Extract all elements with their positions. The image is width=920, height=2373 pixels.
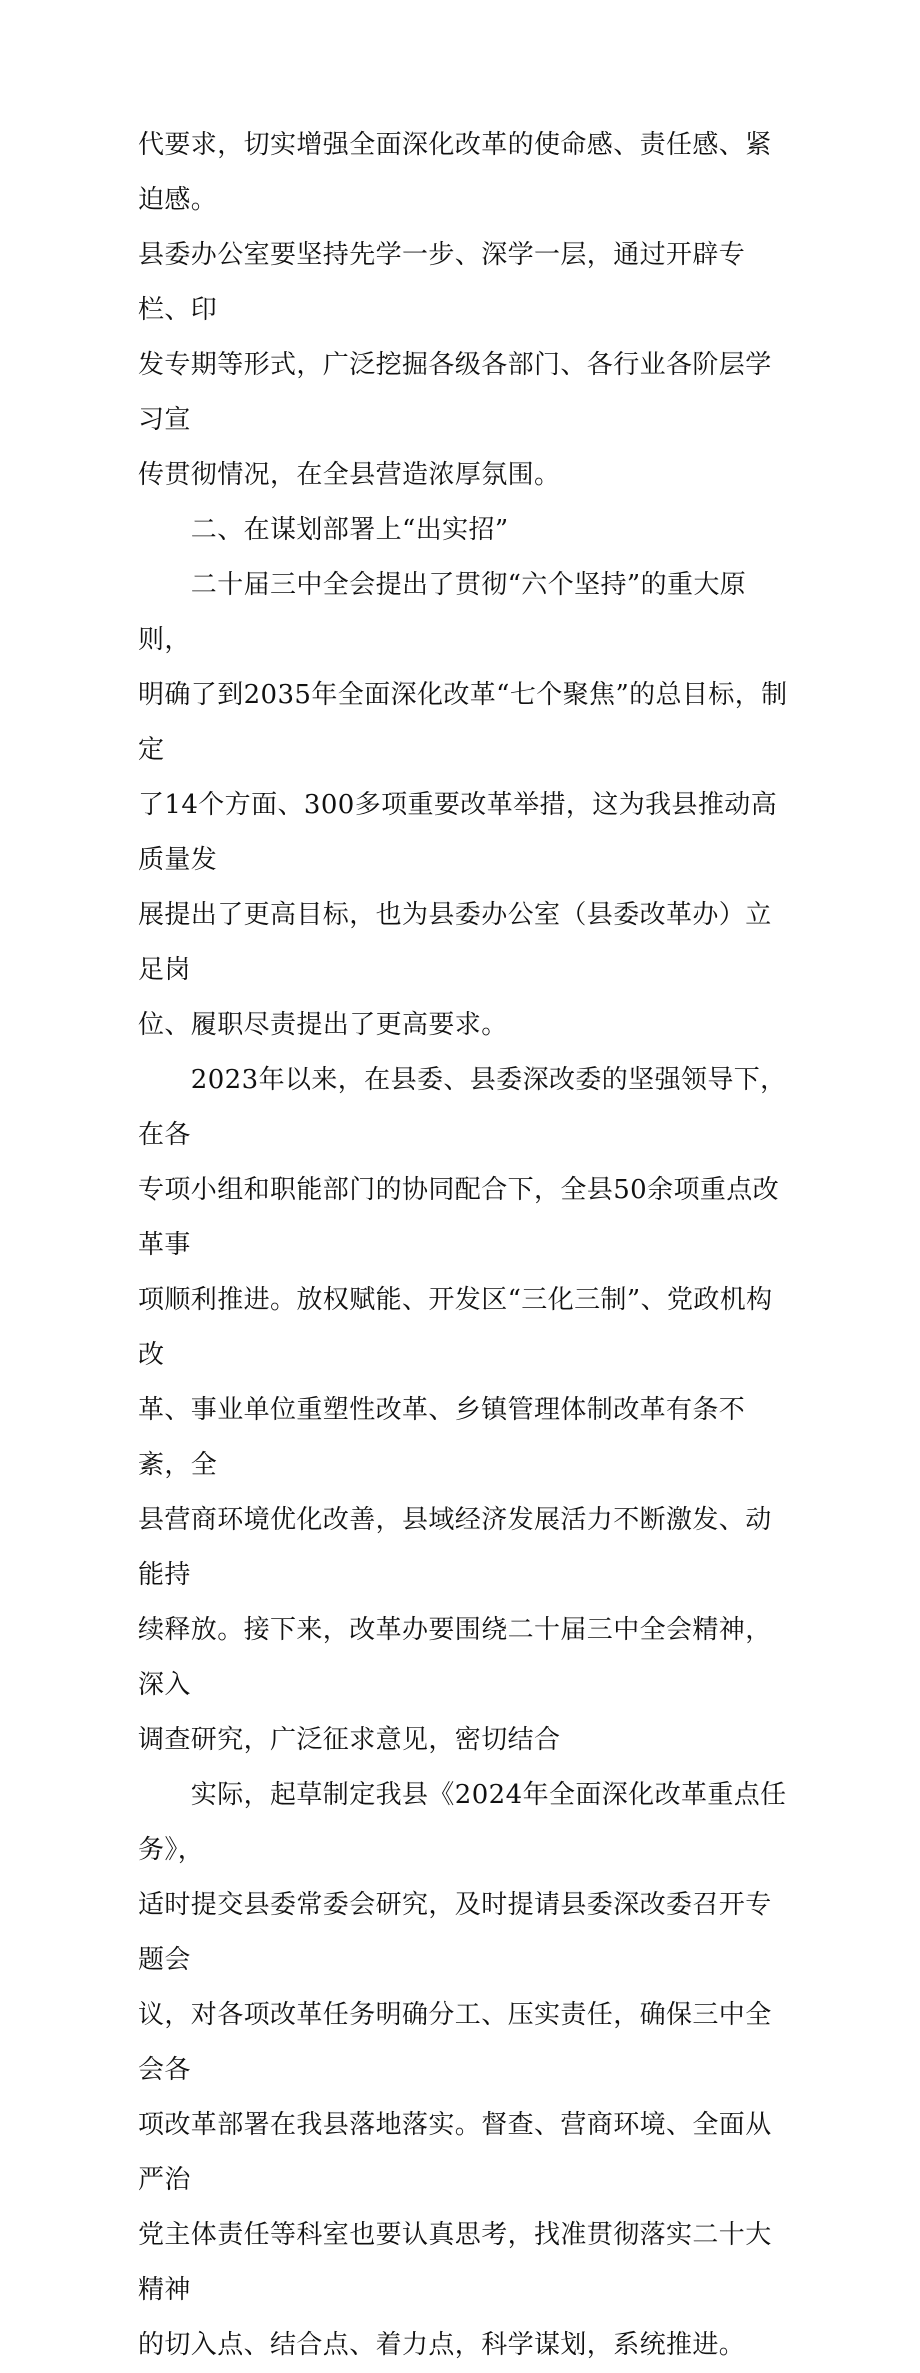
paragraph-progress: 2023年以来，在县委、县委深改委的坚强领导下，在各 专项小组和职能部门的协同配合下，全县50余项重点改革事 项顺利推进。放权赋能、开发区“三化三制”、党政机构改 革、事业单位重塑性改革、乡镇管理体制改革有条不紊，全 县营商环境优化改善，县域经济发展活力不断激发、动能持 续释放。接下来，改革办要围绕二十届三中全会精神，深入 调查研究，广泛征求意见，密切结合 (138, 1065, 787, 1755)
paragraph-continuation: 代要求，切实增强全面深化改革的使命感、责任感、紧迫感。 县委办公室要坚持先学一步、深学一层，通过开辟专栏、印 发专期等形式，广泛挖掘各级各部门、各行业各阶层学习宣 传贯彻情况，在全县营造浓厚氛围。 (138, 130, 772, 490)
paragraph-principles: 二十届三中全会提出了贯彻“六个坚持”的重大原则， 明确了到2035年全面深化改革“七个聚焦”的总目标，制定 了14个方面、300多项重要改革举措，这为我县推动高质量发 展提出了更高目标，也为县委办公室（县委改革办）立足岗 位、履职尽责提出了更高要求。 (138, 570, 788, 1040)
document-body (138, 118, 788, 2373)
section-heading: 二、在谋划部署上“出实招” (138, 515, 509, 545)
paragraph-tasks: 实际，起草制定我县《2024年全面深化改革重点任务》， 适时提交县委常委会研究，及时提请县委深改委召开专题会 议，对各项改革任务明确分工、压实责任，确保三中全会各 项改革部署在我县落地落实。督查、营商环境、全面从严治 党主体责任等科室也要认真思考，找准贯彻落实二十大精神 的切入点、结合点、着力点，科学谋划，系统推进。 (138, 1780, 787, 2360)
